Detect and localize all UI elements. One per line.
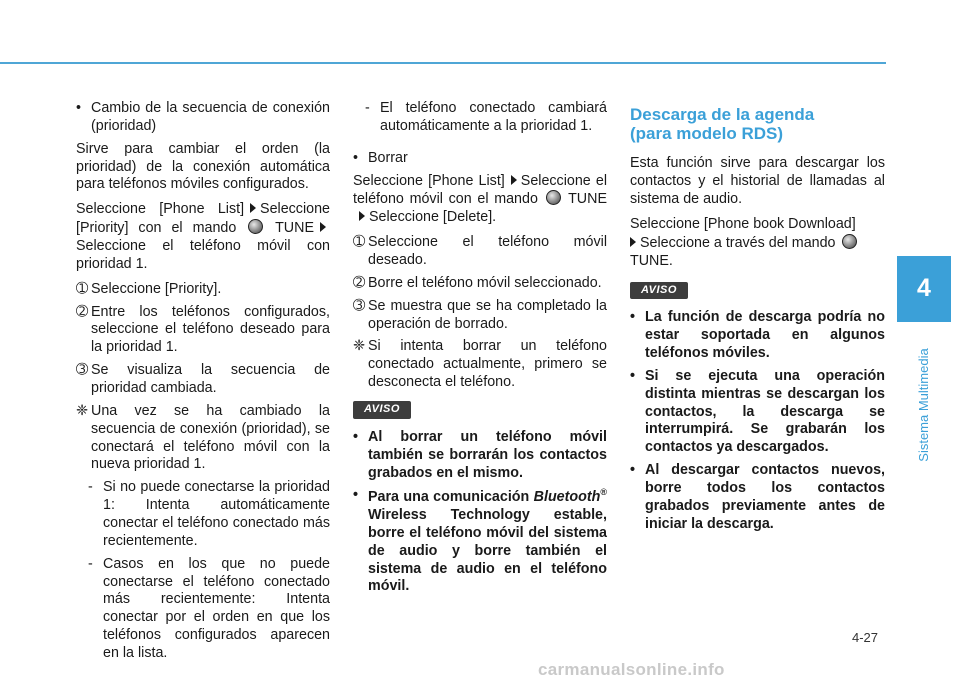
arrow-right-icon xyxy=(511,175,517,185)
arrow-right-icon xyxy=(250,203,256,213)
step-text: Seleccione [Priority]. xyxy=(91,280,222,297)
page-number: 4-27 xyxy=(852,630,879,645)
step-1 xyxy=(76,281,330,299)
bullet-mark: • xyxy=(76,100,82,116)
bullet-mark: • xyxy=(353,428,359,445)
bullet-text: Borrar xyxy=(368,149,408,166)
step-text: Se visualiza la secuencia de prioridad cambiada. xyxy=(91,362,330,397)
step-number: ➀ xyxy=(76,280,88,297)
step-text: Entre los teléfonos configurados, seleccione el teléfono deseado para la prioridad 1. xyxy=(91,303,330,356)
step-3 xyxy=(76,362,330,398)
instruction-text: Seleccione el teléfono móvil con prioridad 1. xyxy=(76,238,330,272)
registered-mark: ® xyxy=(600,487,607,498)
dash-item xyxy=(353,100,607,136)
step-text: Se muestra que se ha completado la operación de borrado. xyxy=(368,297,607,332)
warning-item xyxy=(630,462,885,533)
heading-line: (para modelo RDS) xyxy=(630,123,784,143)
warning-text: Para una comunicación xyxy=(368,489,530,506)
watermark: carmanualsonline.info xyxy=(538,660,725,679)
step-text: Seleccione el teléfono móvil deseado. xyxy=(368,234,607,269)
warning-text: Al descargar contactos nuevos, borre todos los contactos grabados previamente antes de iniciar la descarga. xyxy=(645,462,885,532)
column-1 xyxy=(76,100,330,668)
step-number: ➂ xyxy=(353,297,365,314)
instruction-text: Seleccione el teléfono móvil con el mando xyxy=(353,172,607,208)
note-text: Si intenta borrar un teléfono conectado actualmente, primero se desconecta el teléfono. xyxy=(368,338,607,391)
dash-mark: - xyxy=(88,555,93,572)
warning-item xyxy=(630,368,885,457)
dash-text: Casos en los que no puede conectarse el teléfono conectado más recientemente: Intenta conectar por el orden en que los teléfonos configurados aparecen en la lista. xyxy=(103,555,330,662)
tune-knob-icon xyxy=(546,190,561,205)
arrow-right-icon xyxy=(320,222,326,232)
warning-text: Wireless Technology estable, borre el teléfono móvil del sistema de audio y borre también el sistema de audio en el teléfono móvil. xyxy=(368,506,607,595)
note-icon: ❈ xyxy=(76,402,88,419)
step-2 xyxy=(76,304,330,358)
instruction-paragraph xyxy=(76,201,330,273)
dash-text: El teléfono conectado cambiará automáticamente a la prioridad 1. xyxy=(380,100,607,134)
step-2 xyxy=(353,275,607,293)
warning-item xyxy=(353,487,607,596)
column-2 xyxy=(353,100,607,601)
step-number: ➀ xyxy=(353,234,365,251)
instruction-text: Seleccione [Phone book Download] xyxy=(630,215,856,232)
step-text: Borre el teléfono móvil seleccionado. xyxy=(368,274,602,291)
note-item xyxy=(76,403,330,474)
instruction-text: Seleccione [Phone List] xyxy=(353,172,505,189)
instruction-text: TUNE. xyxy=(630,252,673,269)
bullet-mark: • xyxy=(353,487,359,504)
dash-mark: - xyxy=(88,479,93,496)
dash-item xyxy=(76,479,330,550)
step-number: ➁ xyxy=(353,274,365,291)
bullet-mark: • xyxy=(630,367,636,384)
bullet-mark: • xyxy=(630,309,636,326)
warning-item xyxy=(353,429,607,483)
dash-mark: - xyxy=(365,100,370,116)
note-icon: ❈ xyxy=(353,338,365,355)
paragraph: Sirve para cambiar el orden (la prioridad) de la conexión automática para teléfonos móviles configurados. xyxy=(76,140,330,193)
step-number: ➂ xyxy=(76,362,88,379)
warning-text: Al borrar un teléfono móvil también se borrarán los contactos grabados en el mismo. xyxy=(368,428,607,481)
warning-text: La función de descarga podría no estar soportada en algunos teléfonos móviles. xyxy=(645,309,885,361)
step-1 xyxy=(353,234,607,270)
instruction-text: TUNE xyxy=(568,191,607,208)
chapter-tab: 4 xyxy=(897,256,951,322)
dash-item xyxy=(76,556,330,663)
bullet-text: Cambio de la secuencia de conexión (prioridad) xyxy=(91,100,330,134)
bullet-mark: • xyxy=(630,462,636,479)
step-3 xyxy=(353,298,607,334)
instruction-text: Seleccione [Delete]. xyxy=(369,209,497,226)
instruction-text: Seleccione [Priority] con el mando xyxy=(76,201,330,237)
instruction-text: Seleccione a través del mando xyxy=(640,234,836,251)
arrow-right-icon xyxy=(630,237,636,247)
instruction-text: TUNE xyxy=(275,220,314,237)
tune-knob-icon xyxy=(248,219,263,234)
instruction-paragraph xyxy=(353,173,607,228)
bullet-item xyxy=(353,150,607,168)
bluetooth-term: Bluetooth xyxy=(533,489,601,506)
top-rule xyxy=(0,62,886,64)
aviso-label: AVISO xyxy=(630,282,688,300)
tune-knob-icon xyxy=(842,234,857,249)
note-item xyxy=(353,338,607,392)
instruction-text: Seleccione [Phone List] xyxy=(76,201,245,218)
section-heading xyxy=(630,106,885,143)
aviso-label: AVISO xyxy=(353,401,411,419)
heading-line: Descarga de la agenda xyxy=(630,105,815,124)
dash-text: Si no puede conectarse la prioridad 1: Intenta automáticamente conectar el teléfono conectado más recientemente. xyxy=(103,479,330,549)
bullet-mark: • xyxy=(353,149,359,166)
instruction-paragraph xyxy=(630,216,885,271)
bullet-item xyxy=(76,100,330,136)
warning-item xyxy=(630,309,885,363)
warning-text: Si se ejecuta una operación distinta mientras se descargan los contactos, la descarga se interrumpirá. Se grabarán los contactos ya descargados. xyxy=(645,367,885,456)
arrow-right-icon xyxy=(359,211,365,221)
chapter-label: Sistema Multimedia xyxy=(915,348,931,462)
paragraph: Esta función sirve para descargar los contactos y el historial de llamadas al sistema de audio. xyxy=(630,155,885,208)
step-number: ➁ xyxy=(76,303,88,320)
column-3 xyxy=(630,100,885,539)
note-text: Una vez se ha cambiado la secuencia de conexión (prioridad), se conectará el teléfono móvil con la nueva prioridad 1. xyxy=(91,402,330,473)
